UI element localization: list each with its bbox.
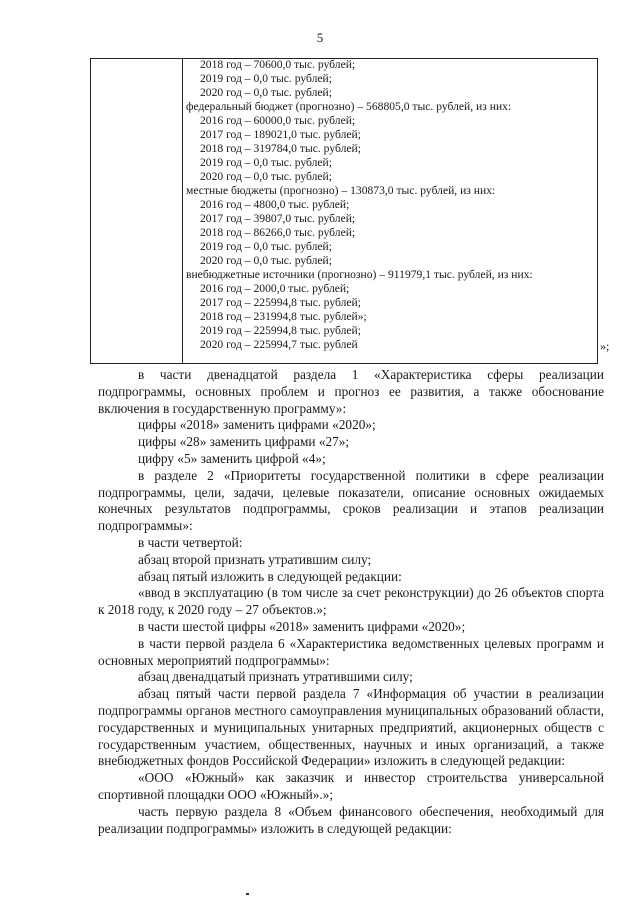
scan-mark [246,893,249,895]
amendment-paragraph: в части шестой цифры «2018» заменить цифрами «2020»; [138,618,466,634]
funding-year-line: 2017 год – 189021,0 тыс. рублей; [200,128,361,141]
amendment-paragraph: абзац второй признать утратившим силу; [138,551,372,567]
amendment-paragraph: «ООО «Южный» как заказчик и инвестор строительства универсальной спортивной площадки ООО «Южный».»; [98,770,604,802]
funding-year-line: 2019 год – 0,0 тыс. рублей; [200,240,332,253]
amendment-paragraph: «ввод в эксплуатацию (в том числе за счет реконструкции) до 26 объектов спорта к 2018 году, к 2020 году – 27 объектов.»; [98,585,604,618]
amendment-paragraph: в разделе 2 «Приоритеты государственной политики в сфере реализации подпрограммы, цели, задачи, целевые показатели, описание основных ожидаемых конечных результатов подпрограммы, сроков реализации и этапов реализации подпрограммы»: [98,467,604,534]
amendment-paragraph: цифры «28» заменить цифрами «27»; [138,434,350,450]
funding-lines [186,58,596,352]
table-column-divider [182,58,183,364]
funding-year-line: 2018 год – 319784,0 тыс. рублей; [200,142,361,155]
amendment-paragraph: абзац двенадцатый признать утратившими силу; [138,669,413,685]
funding-year-line: 2019 год – 0,0 тыс. рублей; [200,72,332,85]
funding-year-line: 2017 год – 225994,8 тыс. рублей; [200,296,361,309]
funding-year-line: 2018 год – 231994,8 тыс. рублей»; [200,310,367,323]
funding-year-line: 2016 год – 4800,0 тыс. рублей; [200,198,350,211]
amendment-paragraph: абзац пятый изложить в следующей редакции: [138,568,402,584]
funding-source-heading: внебюджетные источники (прогнозно) – 911979,1 тыс. рублей, из них: [186,268,533,281]
funding-year-line: 2017 год – 39807,0 тыс. рублей; [200,212,356,225]
amendment-paragraph: цифру «5» заменить цифрой «4»; [138,450,326,466]
amendment-text [98,367,604,837]
amendment-paragraph: часть первую раздела 8 «Объем финансового обеспечения, необходимый для реализации подпрограммы» изложить в следующей редакции: [98,803,604,836]
funding-year-line: 2020 год – 0,0 тыс. рублей; [200,254,332,267]
amendment-paragraph: в части двенадцатой раздела 1 «Характеристика сферы реализации подпрограммы, основных проблем и прогноз ее развития, а также обоснование включения в государственную программу»: [98,367,604,416]
funding-year-line: 2020 год – 225994,7 тыс. рублей [200,338,358,351]
funding-year-line: 2016 год – 60000,0 тыс. рублей; [200,114,356,127]
funding-year-line: 2016 год – 2000,0 тыс. рублей; [200,282,350,295]
page-number: 5 [316,30,324,45]
funding-year-line: 2019 год – 0,0 тыс. рублей; [200,156,332,169]
funding-year-line: 2019 год – 225994,8 тыс. рублей; [200,324,361,337]
amendment-paragraph: в части первой раздела 6 «Характеристика ведомственных целевых программ и основных мероприятий подпрограммы»: [98,635,604,668]
funding-source-heading: местные бюджеты (прогнозно) – 130873,0 тыс. рублей, из них: [186,184,496,197]
funding-year-line: 2018 год – 70600,0 тыс. рублей; [200,58,356,71]
funding-year-line: 2020 год – 0,0 тыс. рублей; [200,86,332,99]
amendment-paragraph: абзац пятый части первой раздела 7 «Информация об участии в реализации подпрограммы органов местного самоуправления муниципальных образований области, государственных и муниципальных унитарных предприятий, акционерных обществ с государственным участием, общественных, научных и иных организаций, а также внебюджетных фондов Российской Федерации» изложить в следующей редакции: [98,686,604,769]
amendment-paragraph: цифры «2018» заменить цифрами «2020»; [138,417,376,433]
table-closing-quote: »; [600,339,610,353]
funding-year-line: 2020 год – 0,0 тыс. рублей; [200,170,332,183]
amendment-paragraph: в части четвертой: [138,534,243,550]
funding-year-line: 2018 год – 86266,0 тыс. рублей; [200,226,356,239]
funding-source-heading: федеральный бюджет (прогнозно) – 568805,0 тыс. рублей, из них: [186,100,512,113]
